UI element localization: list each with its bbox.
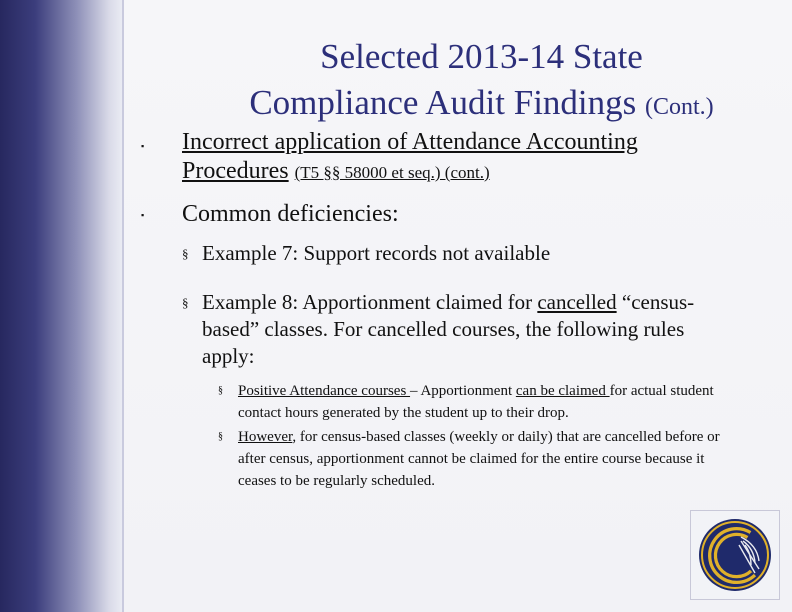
bullet-attendance-procedures [182, 128, 742, 187]
rule-2-however: However [238, 429, 293, 445]
sub-bullet-example-7 [182, 240, 737, 267]
rule-1-part-a: – Apportionment [410, 383, 516, 399]
title-line-1: Selected 2013-14 State [320, 37, 643, 76]
example-8-part-a: Example 8: Apportionment claimed for [202, 290, 538, 314]
bullet-common-deficiencies: Common deficiencies: [182, 201, 399, 227]
rule-1-can-be-claimed: can be claimed [515, 383, 610, 399]
example-8-part-b: “census-based” classes. For cancelled courses, the following rules apply: [202, 290, 695, 368]
sub-bullet-example-8 [182, 289, 737, 370]
example-7-text: Example 7: Support records not available [202, 241, 551, 265]
college-logo-icon [691, 511, 779, 599]
rule-1-part-b: for actual student contact hours generated by the student up to their drop. [238, 383, 714, 421]
rule-positive-attendance [218, 380, 743, 424]
rule-2-part-a: , for census-based classes (weekly or daily) that are cancelled before or after census, apportionment cannot be claimed for the entire course because it ceases to be regularly scheduled. [238, 429, 720, 489]
bullet-marker: ▪ [141, 210, 145, 220]
rule-marker: § [218, 385, 223, 396]
sub-bullet-marker: § [182, 246, 189, 261]
left-decorative-band [0, 0, 124, 612]
example-8-text [202, 289, 737, 370]
example-8-cancelled: cancelled [537, 290, 617, 314]
rule-marker: § [218, 431, 223, 442]
bullet-1-citation: (T5 §§ 58000 et seq.) (cont.) [294, 163, 490, 182]
title-suffix: (Cont.) [645, 94, 714, 120]
bullet-marker: ▪ [141, 141, 145, 151]
title-line-2-text: Compliance Audit Findings [249, 83, 637, 122]
rule-1-heading: Positive Attendance courses [238, 383, 411, 399]
sub-bullet-marker: § [182, 295, 189, 310]
rule-2-text [238, 426, 743, 492]
bullet-1-main: Incorrect application of Attendance Accounting Procedures [182, 129, 638, 184]
title-line-2 [184, 80, 779, 130]
college-logo [690, 510, 780, 600]
rule-1-text [238, 380, 743, 424]
rule-census-based [218, 426, 743, 492]
slide-title [184, 34, 779, 130]
